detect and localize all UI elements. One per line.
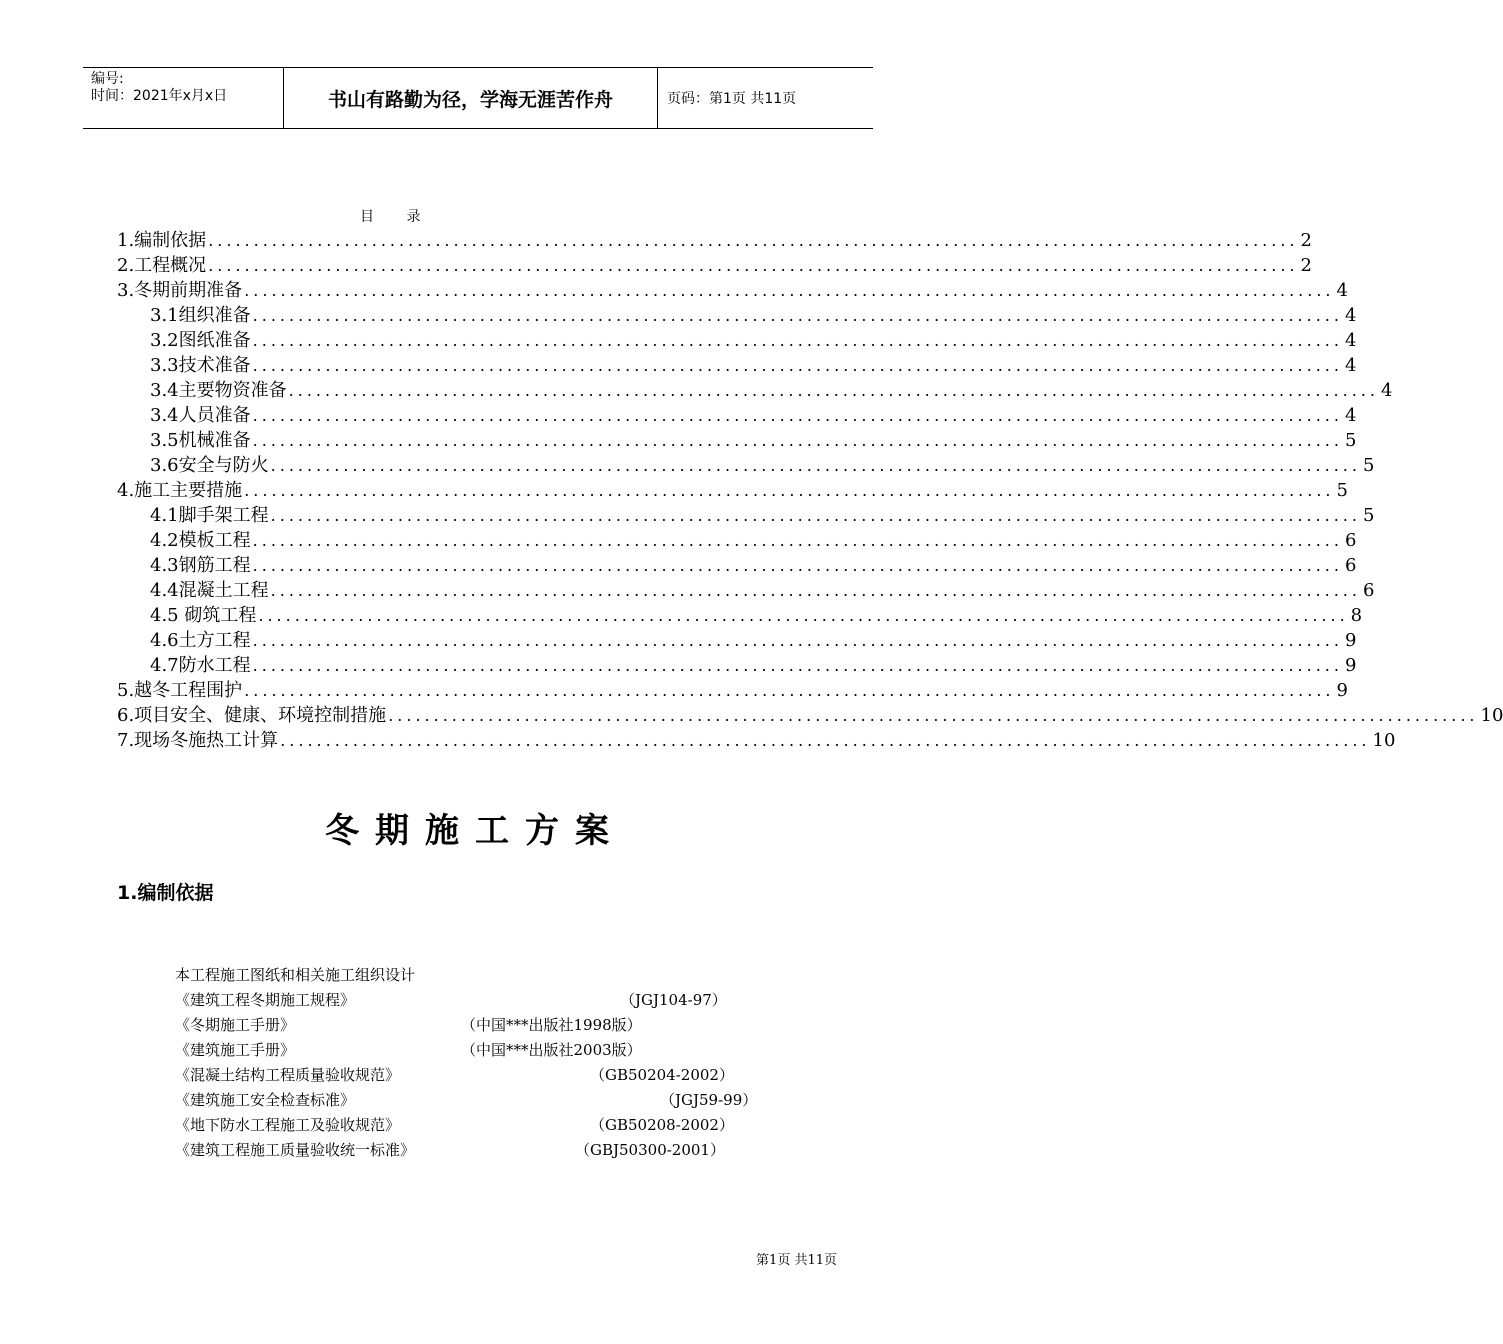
toc-entry-page: 6 (1362, 580, 1375, 601)
toc-entry-page: 4 (1344, 305, 1357, 326)
toc-entry-page: 2 (1300, 255, 1312, 276)
toc-entry-page: 5 (1362, 455, 1375, 476)
toc-leader-dots: ........................................................................................................................ (258, 606, 1349, 625)
toc-entry[interactable] (117, 553, 1357, 578)
toc-entry-page: 4 (1344, 355, 1357, 376)
toc-leader-dots: ........................................................................................................................ (252, 406, 1343, 425)
toc-leader-dots: ........................................................................................................................ (252, 631, 1343, 650)
toc-entry-page: 2 (1300, 230, 1312, 251)
header-meta (83, 68, 284, 128)
basis-item-name: 《冬期施工手册》 (175, 1016, 296, 1034)
header-page-info: 页码：第1页 共11页 (667, 91, 797, 107)
table-of-contents (117, 228, 1503, 753)
toc-entry-page: 9 (1344, 630, 1357, 651)
toc-leader-dots: ........................................................................................................................ (270, 506, 1361, 525)
basis-item-source: （GBJ50300-2001） (575, 1141, 725, 1159)
basis-item (175, 1113, 735, 1138)
basis-item-source: （中国***出版社1998版） (461, 1016, 642, 1034)
toc-entry[interactable] (117, 603, 1363, 628)
toc-entry-label: 4.施工主要措施 (117, 480, 243, 501)
basis-item-name: 《建筑工程冬期施工规程》 (175, 991, 356, 1009)
toc-leader-dots: ........................................................................................................................ (252, 431, 1343, 450)
toc-entry[interactable] (117, 403, 1357, 428)
toc-entry-label: 3.4主要物资准备 (150, 380, 287, 401)
toc-entry-label: 3.5机械准备 (150, 430, 251, 451)
header-table (83, 67, 873, 129)
toc-entry[interactable] (117, 453, 1375, 478)
toc-entry-page: 6 (1344, 555, 1357, 576)
toc-entry-page: 10 (1480, 705, 1503, 726)
number-label: 编号: (91, 71, 124, 87)
toc-entry[interactable] (117, 503, 1375, 528)
toc-entry-label: 4.7防水工程 (150, 655, 251, 676)
toc-entry[interactable] (117, 653, 1357, 678)
time-label: 时间：2021年x月x日 (91, 88, 228, 104)
toc-entry-page: 5 (1344, 430, 1357, 451)
toc-entry-label: 3.冬期前期准备 (117, 280, 243, 301)
toc-entry[interactable] (117, 378, 1393, 403)
section-heading: 1.编制依据 (117, 882, 214, 904)
page-title: 冬期施工方案 (325, 811, 625, 851)
toc-leader-dots: ........................................................................................................................ (244, 481, 1335, 500)
basis-item (175, 1013, 735, 1038)
toc-entry[interactable] (117, 578, 1375, 603)
toc-leader-dots: ........................................................................................................................ (270, 581, 1361, 600)
basis-item-name: 《混凝土结构工程质量验收规范》 (175, 1066, 401, 1084)
toc-entry-page: 4 (1380, 380, 1393, 401)
basis-item-source: （JGJ104-97） (620, 991, 727, 1009)
toc-entry-page: 4 (1344, 330, 1357, 351)
toc-entry[interactable] (117, 428, 1357, 453)
toc-entry-label: 4.5 砌筑工程 (150, 605, 257, 626)
basis-item (175, 1038, 735, 1063)
basis-item-source: （中国***出版社2003版） (461, 1041, 642, 1059)
toc-entry-page: 9 (1336, 680, 1348, 701)
toc-leader-dots: ........................................................................................................................ (270, 456, 1361, 475)
toc-leader-dots: ........................................................................................................................ (252, 656, 1343, 675)
basis-item (175, 988, 735, 1013)
basis-item-name: 本工程施工图纸和相关施工组织设计 (175, 966, 416, 984)
toc-entry[interactable] (117, 728, 1396, 753)
basis-list (175, 963, 758, 1163)
toc-entry-label: 5.越冬工程围护 (117, 680, 243, 701)
toc-entry-page: 10 (1372, 730, 1396, 751)
toc-entry-label: 4.2模板工程 (150, 530, 251, 551)
basis-item (175, 1138, 735, 1163)
basis-item (175, 1088, 758, 1113)
toc-entry-label: 2.工程概况 (117, 255, 207, 276)
basis-item-name: 《建筑施工手册》 (175, 1041, 296, 1059)
toc-entry-label: 4.4混凝土工程 (150, 580, 269, 601)
toc-leader-dots: ........................................................................................................................ (252, 556, 1343, 575)
basis-item (175, 963, 735, 988)
toc-entry-label: 6.项目安全、健康、环境控制措施 (117, 705, 387, 726)
toc-entry-label: 3.3技术准备 (150, 355, 251, 376)
toc-entry[interactable] (117, 353, 1357, 378)
toc-entry-page: 8 (1350, 605, 1363, 626)
toc-leader-dots: ........................................................................................................................ (208, 231, 1299, 250)
toc-leader-dots: ........................................................................................................................ (252, 331, 1343, 350)
toc-entry-page: 5 (1336, 480, 1348, 501)
toc-entry[interactable] (117, 328, 1357, 353)
basis-item-source: （JGJ59-99） (660, 1091, 758, 1109)
footer-page-number: 第1页 共11页 (756, 1253, 837, 1268)
toc-entry-label: 3.6安全与防火 (150, 455, 269, 476)
toc-leader-dots: ........................................................................................................................ (208, 256, 1299, 275)
toc-leader-dots: ........................................................................................................................ (288, 381, 1379, 400)
toc-entry[interactable] (117, 528, 1357, 553)
toc-entry-label: 3.2图纸准备 (150, 330, 251, 351)
toc-entry[interactable] (117, 253, 1312, 278)
toc-entry-page: 5 (1362, 505, 1375, 526)
toc-entry[interactable] (117, 303, 1357, 328)
toc-entry-label: 3.4人员准备 (150, 405, 251, 426)
toc-leader-dots: ........................................................................................................................ (252, 306, 1343, 325)
toc-entry-page: 4 (1336, 280, 1348, 301)
toc-entry-label: 1.编制依据 (117, 230, 207, 251)
toc-entry-label: 7.现场冬施热工计算 (117, 730, 279, 751)
toc-entry[interactable] (117, 678, 1348, 703)
toc-entry-page: 9 (1344, 655, 1357, 676)
toc-leader-dots: ........................................................................................................................ (280, 731, 1371, 750)
toc-leader-dots: ........................................................................................................................ (244, 681, 1335, 700)
toc-entry-page: 4 (1344, 405, 1357, 426)
toc-entry[interactable] (117, 703, 1503, 728)
toc-leader-dots: ........................................................................................................................ (244, 281, 1335, 300)
toc-title: 目 录 (360, 209, 435, 225)
header-motto: 书山有路勤为径，学海无涯苦作舟 (284, 68, 658, 128)
toc-leader-dots: ........................................................................................................................ (252, 356, 1343, 375)
toc-entry-label: 4.1脚手架工程 (150, 505, 269, 526)
basis-item-source: （GB50204-2002） (590, 1066, 734, 1084)
toc-entry-label: 4.3钢筋工程 (150, 555, 251, 576)
toc-entry-label: 3.1组织准备 (150, 305, 251, 326)
basis-item-name: 《建筑施工安全检查标准》 (175, 1091, 356, 1109)
toc-entry[interactable] (117, 278, 1348, 303)
basis-item-name: 《建筑工程施工质量验收统一标准》 (175, 1141, 416, 1159)
basis-item (175, 1063, 735, 1088)
basis-item-source: （GB50208-2002） (590, 1116, 734, 1134)
toc-entry[interactable] (117, 628, 1357, 653)
toc-entry[interactable] (117, 478, 1348, 503)
toc-entry-page: 6 (1344, 530, 1357, 551)
toc-leader-dots: ........................................................................................................................ (388, 706, 1479, 725)
toc-leader-dots: ........................................................................................................................ (252, 531, 1343, 550)
toc-entry[interactable] (117, 228, 1312, 253)
basis-item-name: 《地下防水工程施工及验收规范》 (175, 1116, 401, 1134)
toc-entry-label: 4.6土方工程 (150, 630, 251, 651)
